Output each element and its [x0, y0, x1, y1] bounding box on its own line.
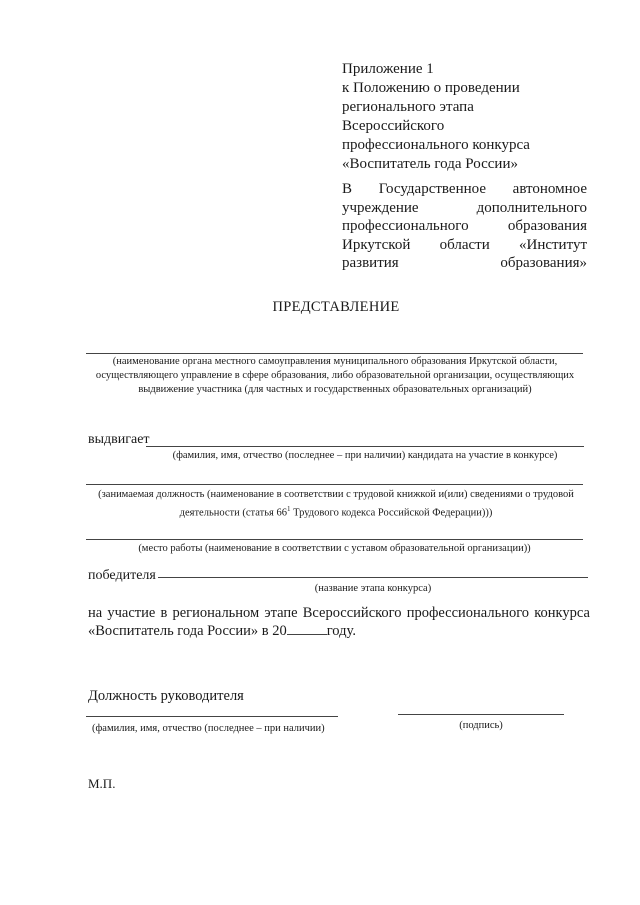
addressee-word: дополнительного — [476, 199, 587, 216]
year-fill-line[interactable] — [287, 622, 327, 635]
addressee-word: Государственное — [378, 181, 486, 197]
nominates-label: выдвигает — [88, 432, 150, 447]
workplace-caption: (место работы (наименование в соответствии с уставом образовательной организации)) — [138, 543, 531, 554]
addressee-word: В — [342, 181, 353, 197]
position-caption-part: Трудового кодекса Российской Федерации))) — [290, 507, 493, 519]
organ-caption-line: выдвижение участника (для частных и государственных образовательных организаций) — [138, 384, 532, 395]
participation-year-suffix: году. — [326, 623, 356, 639]
addressee-line — [342, 254, 587, 273]
participation-year-prefix: «Воспитатель года России» в 20 — [88, 623, 287, 639]
participation-word: на — [88, 605, 103, 621]
head-name-caption: (фамилия, имя, отчество (последнее – при наличии) — [92, 723, 325, 734]
position-caption-part: деятельности (статья 66 — [179, 507, 287, 519]
signature-caption: (подпись) — [459, 720, 503, 731]
addressee-line — [342, 236, 587, 255]
position-caption-line — [80, 502, 592, 521]
participation-word: этапе — [264, 605, 298, 621]
position-caption-superscript: 1 — [286, 505, 291, 513]
organ-caption — [80, 355, 590, 397]
addressee-word: области — [439, 236, 490, 253]
addressee-word: Иркутской — [342, 236, 411, 253]
head-name-fill-line[interactable] — [86, 716, 338, 717]
addressee-word: профессионального — [342, 218, 469, 234]
nominates-caption: (фамилия, имя, отчество (последнее – при наличии) кандидата на участие в конкурсе) — [172, 450, 558, 461]
organ-fill-line[interactable] — [86, 353, 583, 354]
position-fill-line[interactable] — [86, 484, 583, 485]
addressee-word: образования — [507, 218, 587, 234]
participation-word: участие — [107, 605, 156, 621]
document-title: ПРЕДСТАВЛЕНИЕ — [272, 299, 400, 315]
participation-word: региональном — [172, 605, 260, 621]
addressee-block — [342, 180, 587, 273]
participation-word: профессионального — [406, 605, 530, 621]
addressee-word: развития — [342, 255, 399, 271]
participation-word: Всероссийского — [302, 605, 402, 621]
appendix-line: к Положению о проведении — [342, 80, 520, 96]
stamp-placeholder: М.П. — [88, 776, 116, 791]
appendix-block — [342, 60, 592, 174]
addressee-word: учреждение — [342, 199, 419, 216]
addressee-word: автономное — [512, 181, 587, 197]
participation-line — [88, 604, 590, 622]
organ-caption-line: (наименование органа местного самоуправления муниципального образования Иркутской области, — [112, 356, 558, 367]
addressee-line — [342, 180, 587, 199]
participation-word: в — [160, 605, 168, 621]
head-position-label: Должность руководителя — [88, 688, 244, 704]
addressee-line — [342, 217, 587, 236]
position-caption-line: (занимаемая должность (наименование в соответствии с трудовой книжкой и(или) сведениями о трудовой — [98, 489, 574, 500]
winner-label: победителя — [88, 568, 156, 583]
addressee-word: образования» — [500, 255, 587, 271]
signature-fill-line[interactable] — [398, 714, 564, 715]
appendix-line: профессионального конкурса — [342, 137, 530, 153]
participation-line — [88, 622, 590, 640]
position-caption — [80, 488, 592, 521]
nominates-fill-line[interactable] — [146, 446, 584, 447]
participation-paragraph — [88, 604, 590, 640]
appendix-line: регионального этапа — [342, 99, 474, 115]
addressee-line — [342, 199, 587, 218]
appendix-line: Приложение 1 — [342, 61, 434, 77]
participation-word: конкурса — [534, 605, 590, 621]
organ-caption-line: осуществляющего управление в сфере образования, либо образовательной организации, осуществляющих — [95, 370, 575, 381]
workplace-fill-line[interactable] — [86, 539, 583, 540]
appendix-line: «Воспитатель года России» — [342, 156, 518, 172]
addressee-word: «Институт — [518, 236, 587, 253]
appendix-line: Всероссийского — [342, 118, 445, 134]
winner-fill-line[interactable] — [158, 577, 588, 578]
winner-caption: (название этапа конкурса) — [314, 583, 432, 594]
